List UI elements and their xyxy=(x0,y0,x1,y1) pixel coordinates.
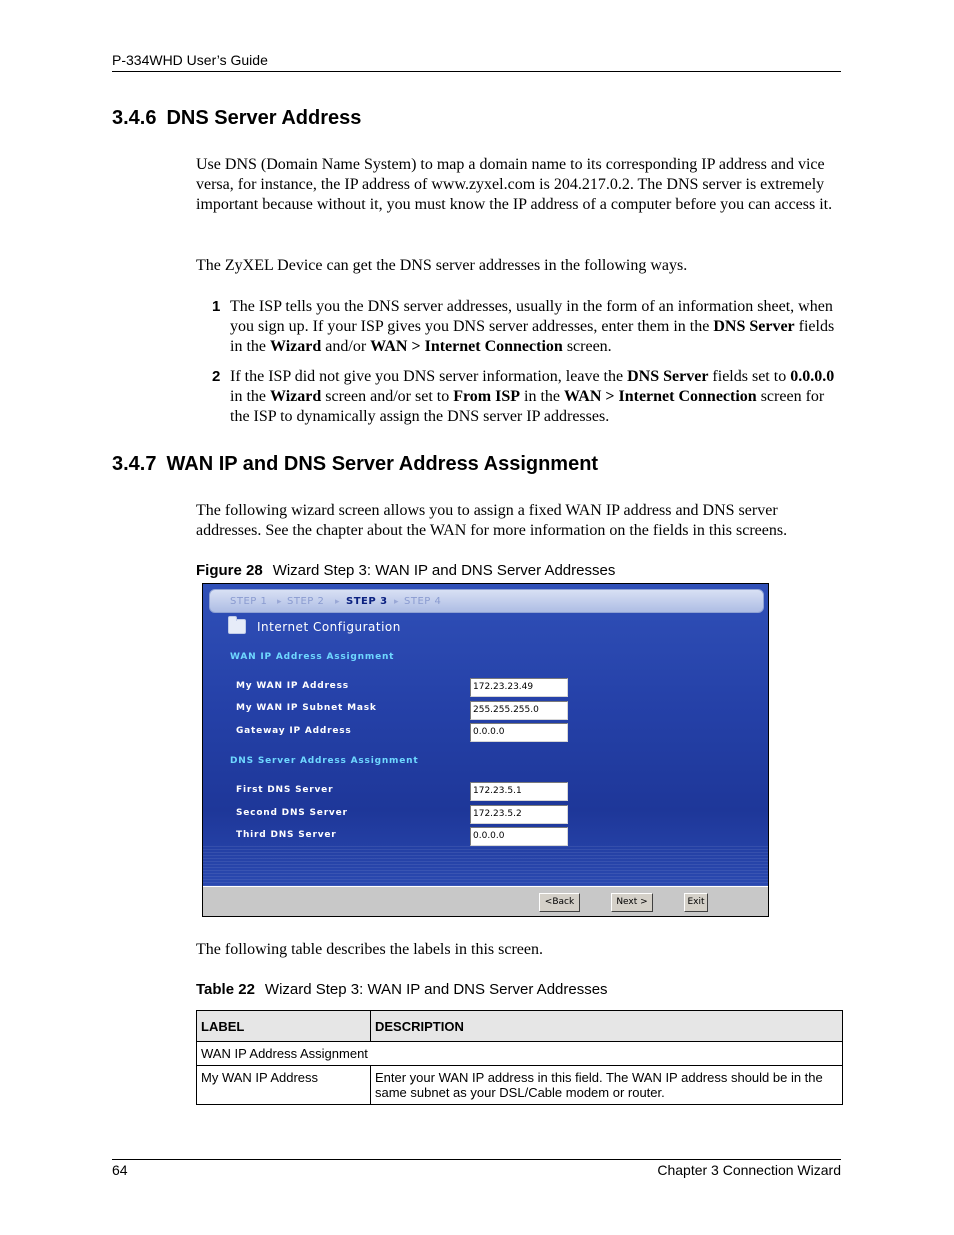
dns-ways-paragraph: The ZyXEL Device can get the DNS server addresses in the following ways. xyxy=(196,257,688,274)
wizard-title: Internet Configuration xyxy=(257,620,401,634)
step-indicator-3-active: STEP 3 xyxy=(346,596,388,607)
wan-ip-heading: WAN IP Address Assignment xyxy=(230,652,395,662)
footer-rule xyxy=(112,1159,841,1160)
dns-intro-paragraph: Use DNS (Domain Name System) to map a domain name to its corresponding IP address and vice versa, for instance, the IP address of www.zyxel.com is 204.217.0.2. The DNS server is extremely important because without it, you must know the IP address of a computer before you can access it. xyxy=(196,156,833,213)
next-button[interactable]: Next > xyxy=(611,893,653,912)
subnet-mask-input[interactable]: 255.255.255.0 xyxy=(470,701,568,720)
wizard-panel xyxy=(203,584,768,886)
list-item-step-1 xyxy=(212,297,842,357)
figure-label: Figure 28 xyxy=(196,562,263,579)
wizard-step-bar xyxy=(209,589,764,613)
label-description-table xyxy=(196,1010,843,1105)
subnet-mask-label: My WAN IP Subnet Mask xyxy=(236,703,377,713)
second-dns-label: Second DNS Server xyxy=(236,808,348,818)
chapter-footer: Chapter 3 Connection Wizard xyxy=(657,1162,841,1178)
step-2-text: If the ISP did not give you DNS server information, leave the DNS Server fields set to 0.0.0.0 in the Wizard screen and/or set to From ISP in the WAN > Internet Connection screen for the ISP to dynamically assign the DNS server IP addresses. xyxy=(230,368,835,425)
step-arrow-icon: ▸ xyxy=(335,597,341,607)
section-number: 3.4.7 xyxy=(112,453,157,475)
gateway-ip-label: Gateway IP Address xyxy=(236,726,352,736)
section-title: WAN IP and DNS Server Address Assignment xyxy=(166,453,599,475)
first-dns-input[interactable]: 172.23.5.1 xyxy=(470,782,568,801)
dns-assignment-heading: DNS Server Address Assignment xyxy=(230,756,419,766)
second-dns-input[interactable]: 172.23.5.2 xyxy=(470,805,568,824)
table-row xyxy=(197,1066,843,1105)
section-heading-dns-server-address xyxy=(112,107,361,130)
list-item-step-2 xyxy=(212,367,842,427)
third-dns-label: Third DNS Server xyxy=(236,830,337,840)
page-number: 64 xyxy=(112,1162,128,1178)
table-header-row xyxy=(197,1011,843,1042)
table-intro-paragraph: The following table describes the labels in this screen. xyxy=(196,941,544,958)
table-description-cell: Enter your WAN IP address in this field. The WAN IP address should be in the same subnet as your DSL/Cable modem or router. xyxy=(371,1066,843,1105)
section-number: 3.4.6 xyxy=(112,107,157,129)
table-section-cell: WAN IP Address Assignment xyxy=(197,1042,843,1066)
table-caption xyxy=(196,981,608,998)
section-title: DNS Server Address xyxy=(166,107,362,129)
column-header-description: DESCRIPTION xyxy=(371,1011,843,1042)
step-indicator-4: STEP 4 xyxy=(404,596,442,607)
step-indicator-2: STEP 2 xyxy=(287,596,325,607)
step-arrow-icon: ▸ xyxy=(394,597,400,607)
back-button[interactable]: <Back xyxy=(539,893,580,912)
header-rule xyxy=(112,71,841,72)
figure-caption xyxy=(196,562,615,579)
step-arrow-icon: ▸ xyxy=(277,597,283,607)
gateway-ip-input[interactable]: 0.0.0.0 xyxy=(470,723,568,742)
step-number: 1 xyxy=(212,298,221,315)
wizard-screenshot xyxy=(202,583,769,917)
exit-button[interactable]: Exit xyxy=(684,893,708,912)
third-dns-input[interactable]: 0.0.0.0 xyxy=(470,827,568,846)
table-label: Table 22 xyxy=(196,981,255,998)
step-1-text: The ISP tells you the DNS server addresses, usually in the form of an information sheet, when you sign up. If your ISP gives you DNS server addresses, enter them in the DNS Server fields in the Wizard and/or WAN > Internet Connection screen. xyxy=(230,298,835,355)
folder-icon xyxy=(228,619,246,634)
table-label-cell: My WAN IP Address xyxy=(197,1066,371,1105)
wan-ip-label: My WAN IP Address xyxy=(236,681,349,691)
figure-caption-text: Wizard Step 3: WAN IP and DNS Server Addresses xyxy=(272,562,616,579)
running-header: P-334WHD User’s Guide xyxy=(112,52,268,68)
wizard-button-bar xyxy=(203,886,768,917)
step-indicator-1: STEP 1 xyxy=(230,596,268,607)
step-number: 2 xyxy=(212,368,221,385)
column-header-label: LABEL xyxy=(197,1011,371,1042)
table-caption-text: Wizard Step 3: WAN IP and DNS Server Addresses xyxy=(264,981,608,998)
wizard-intro-paragraph: The following wizard screen allows you to assign a fixed WAN IP address and DNS server addresses. See the chapter about the WAN for more information on the fields in this screens. xyxy=(196,502,788,539)
first-dns-label: First DNS Server xyxy=(236,785,334,795)
section-heading-wan-ip-dns-assignment xyxy=(112,453,598,476)
wan-ip-input[interactable]: 172.23.23.49 xyxy=(470,678,568,697)
table-row xyxy=(197,1042,843,1066)
